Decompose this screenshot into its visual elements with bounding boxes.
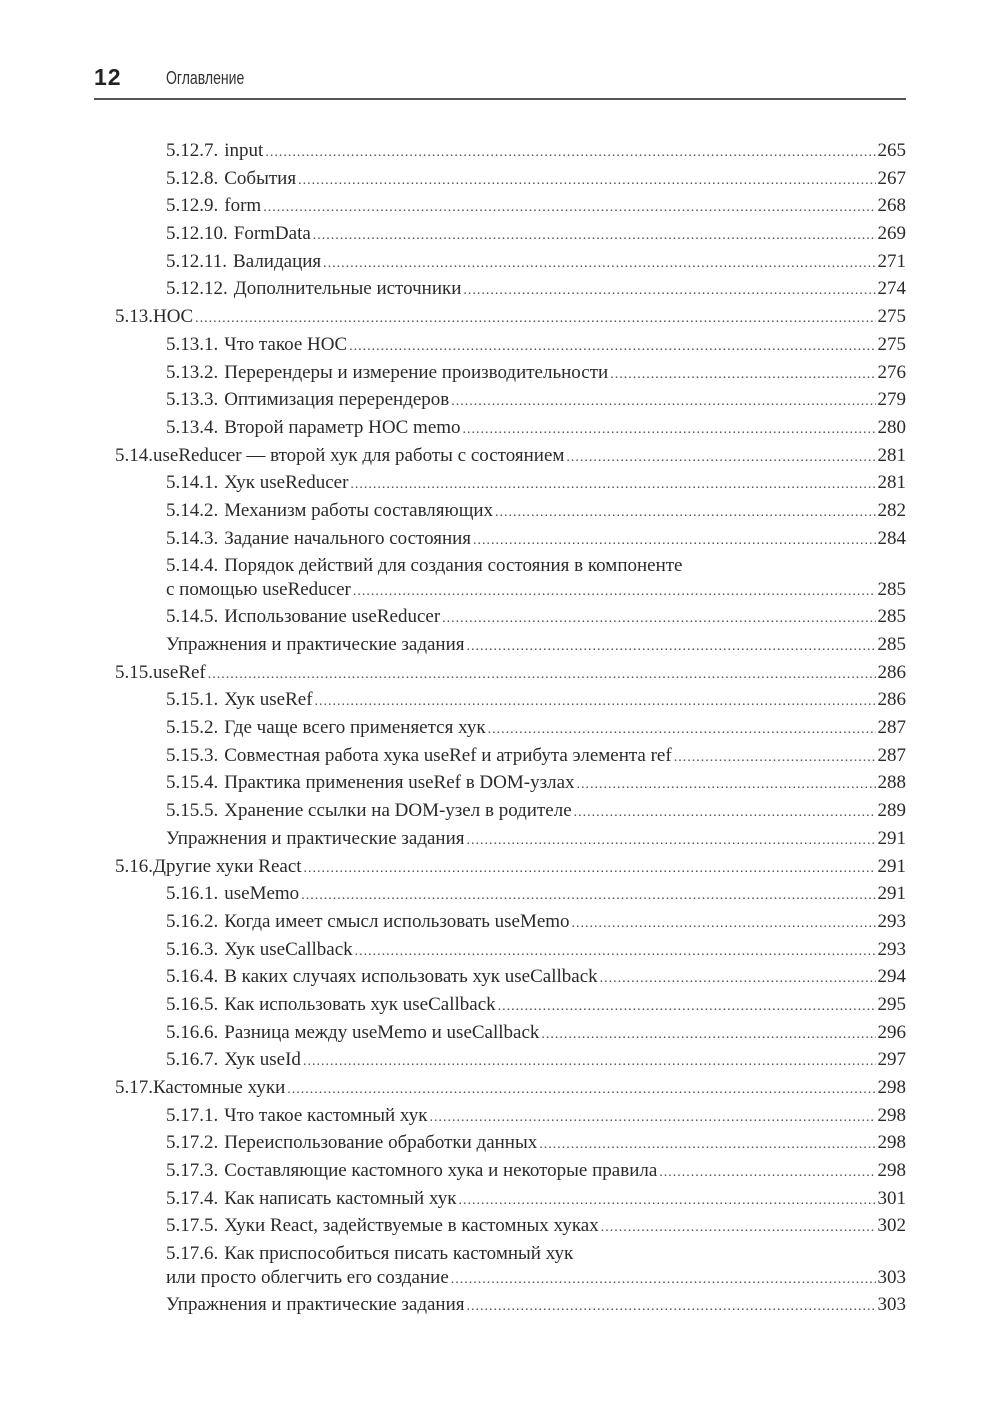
toc-page-number: 287 — [877, 717, 906, 739]
toc-entry-line — [166, 881, 906, 909]
toc-entry-title: Хук useReducer — [224, 472, 349, 494]
toc-dot-leader — [442, 606, 875, 632]
toc-page-number: 287 — [877, 744, 906, 766]
toc-entry-title: Переиспользование обработки данных — [224, 1132, 538, 1154]
toc-page-number: 265 — [877, 140, 906, 161]
toc-section-row — [0, 660, 1002, 688]
table-of-contents — [0, 138, 1002, 1320]
toc-dot-leader — [566, 445, 875, 471]
toc-subsection-row — [0, 249, 1002, 277]
toc-subsection-row — [0, 166, 1002, 194]
toc-subsection-row — [0, 770, 1002, 798]
toc-entry-title: HOC — [153, 306, 194, 328]
toc-entry-title-continued: или просто облегчить его создание — [166, 1267, 449, 1289]
running-header-title: Оглавление — [166, 68, 245, 88]
toc-entry-title: Другие хуки React — [153, 855, 302, 877]
toc-entry-title: Упражнения и практические задания — [166, 1294, 465, 1316]
toc-entry-number: 5.14.2. — [166, 499, 219, 521]
toc-dot-leader — [304, 856, 876, 882]
toc-entry-line — [166, 166, 906, 194]
toc-dot-leader — [298, 168, 875, 194]
toc-subsection-row — [0, 387, 1002, 415]
toc-entry-title: В каких случаях использовать хук useCallback — [224, 966, 598, 988]
toc-entry-line — [166, 1020, 906, 1048]
toc-entry-line — [166, 715, 906, 743]
toc-dot-leader — [315, 689, 876, 715]
toc-page-number: 301 — [877, 1187, 906, 1209]
toc-entry-line — [166, 553, 906, 579]
toc-entry-title: События — [224, 167, 297, 189]
toc-subsection-row — [0, 826, 1002, 854]
toc-entry-number: 5.17.3. — [166, 1160, 219, 1182]
toc-entry-title: useRef — [153, 661, 206, 683]
toc-entry-line — [115, 443, 906, 471]
toc-entry-line — [166, 221, 906, 249]
toc-entry-title: Упражнения и практические задания — [166, 827, 465, 849]
toc-entry-title: Совместная работа хука useRef и атрибута элемента ref — [224, 744, 672, 766]
toc-dot-leader — [601, 1215, 876, 1241]
toc-entry-line-continued — [166, 577, 906, 605]
toc-dot-leader — [539, 1132, 875, 1158]
toc-subsection-row — [0, 743, 1002, 771]
toc-dot-leader — [323, 251, 875, 277]
toc-page-number: 269 — [877, 223, 906, 245]
toc-section-row — [0, 1075, 1002, 1103]
toc-subsection-row — [0, 909, 1002, 937]
toc-page-number: 281 — [877, 444, 906, 466]
toc-subsection-row — [0, 992, 1002, 1020]
toc-dot-leader — [467, 634, 876, 660]
toc-subsection-row — [0, 632, 1002, 660]
toc-page-number: 268 — [877, 195, 906, 217]
toc-entry-number: 5.13.1. — [166, 333, 219, 355]
toc-subsection-row — [0, 798, 1002, 826]
toc-entry-line — [166, 526, 906, 554]
toc-entry-number: 5.12.9. — [166, 195, 219, 217]
toc-entry-line — [166, 249, 906, 277]
toc-entry-title: form — [224, 195, 262, 217]
toc-dot-leader — [463, 417, 876, 443]
toc-entry-number: 5.14.1. — [166, 472, 219, 494]
toc-dot-leader — [659, 1160, 875, 1186]
toc-subsection-row — [0, 1158, 1002, 1186]
toc-dot-leader — [313, 223, 876, 249]
toc-entry-line-continued — [166, 1265, 906, 1293]
toc-entry-title: Хук useRef — [224, 689, 313, 711]
toc-dot-leader — [541, 1022, 875, 1048]
toc-subsection-row — [0, 221, 1002, 249]
toc-dot-leader — [208, 662, 876, 688]
toc-entry-title: Когда имеет смысл использовать useMemo — [224, 910, 570, 932]
toc-entry-title: Перерендеры и измерение производительности — [224, 361, 609, 383]
toc-entry-line — [115, 660, 906, 688]
toc-dot-leader — [349, 334, 875, 360]
toc-subsection-row — [0, 526, 1002, 554]
toc-dot-leader — [467, 828, 876, 854]
toc-entry-title: Порядок действий для создания состояния в компоненте — [224, 555, 683, 577]
toc-dot-leader — [463, 278, 875, 304]
toc-entry-title: Как приспособиться писать кастомный хук — [224, 1243, 574, 1265]
toc-entry-title: Что такое кастомный хук — [224, 1104, 428, 1126]
toc-entry-number: 5.15.5. — [166, 800, 219, 822]
toc-page-number: 286 — [877, 661, 906, 683]
toc-dot-leader — [451, 389, 875, 415]
toc-entry-line — [166, 770, 906, 798]
toc-entry-number: 5.13.4. — [166, 416, 219, 438]
toc-page-number: 293 — [877, 910, 906, 932]
toc-page-number: 293 — [877, 938, 906, 960]
toc-page-number: 284 — [877, 527, 906, 549]
toc-subsection-row — [0, 687, 1002, 715]
toc-page-number: 295 — [877, 993, 906, 1015]
toc-dot-leader — [572, 911, 876, 937]
toc-entry-number: 5.16.4. — [166, 966, 219, 988]
toc-subsection-row — [0, 470, 1002, 498]
toc-entry-number: 5.16.1. — [166, 883, 219, 905]
toc-entry-line — [166, 387, 906, 415]
toc-entry-number: 5.16.2. — [166, 910, 219, 932]
toc-page-number: 298 — [877, 1104, 906, 1126]
toc-entry-line — [166, 604, 906, 632]
toc-subsection-row — [0, 276, 1002, 304]
toc-page-number: 298 — [877, 1077, 906, 1098]
toc-page-number: 291 — [877, 827, 906, 849]
toc-entry-line — [166, 470, 906, 498]
toc-page-number: 286 — [877, 689, 906, 711]
toc-subsection-row — [0, 1047, 1002, 1075]
toc-entry-number: 5.14. — [115, 444, 153, 466]
toc-page-number: 296 — [877, 1021, 906, 1043]
toc-dot-leader — [287, 1077, 875, 1103]
toc-dot-leader — [473, 528, 875, 554]
toc-entry-title: Хук useId — [224, 1049, 301, 1071]
toc-entry-line — [166, 498, 906, 526]
toc-entry-title-continued: с помощью useReducer — [166, 579, 351, 601]
toc-entry-line — [166, 687, 906, 715]
toc-subsection-row — [0, 1103, 1002, 1131]
toc-entry-number: 5.17.2. — [166, 1132, 219, 1154]
toc-entry-number: 5.17.4. — [166, 1187, 219, 1209]
toc-entry-number: 5.13.3. — [166, 389, 219, 411]
toc-dot-leader — [303, 1049, 876, 1075]
toc-entry-title: Использование useReducer — [224, 606, 441, 628]
toc-page-number: 291 — [877, 855, 906, 877]
page-number: 12 — [94, 64, 122, 90]
toc-entry-title: Хук useCallback — [224, 938, 353, 960]
toc-entry-line — [166, 798, 906, 826]
toc-subsection-row — [0, 604, 1002, 632]
toc-entry-line — [166, 415, 906, 443]
toc-entry-title: Хуки React, задействуемые в кастомных хуках — [224, 1215, 599, 1237]
toc-dot-leader — [574, 800, 876, 826]
toc-subsection-row — [0, 193, 1002, 221]
toc-entry-title: Где чаще всего применяется хук — [224, 717, 486, 739]
toc-page-number: 303 — [877, 1267, 906, 1289]
toc-page-number: 285 — [877, 634, 906, 655]
toc-entry-title: Как написать кастомный хук — [224, 1187, 457, 1209]
toc-dot-leader — [451, 1267, 876, 1293]
toc-entry-line — [166, 992, 906, 1020]
toc-subsection-row — [0, 415, 1002, 443]
toc-entry-title: Разница между useMemo и useCallback — [224, 1021, 540, 1043]
toc-entry-title: Дополнительные источники — [233, 278, 462, 300]
toc-dot-leader — [610, 362, 875, 388]
toc-entry-line — [166, 1241, 906, 1267]
toc-entry-number: 5.12.8. — [166, 167, 219, 189]
toc-entry-title: Практика применения useRef в DOM-узлах — [224, 772, 575, 794]
toc-page-number: 275 — [877, 306, 906, 328]
toc-dot-leader — [488, 717, 876, 743]
toc-dot-leader — [195, 306, 875, 332]
toc-page-number: 267 — [877, 167, 906, 189]
toc-entry-line — [166, 1103, 906, 1131]
toc-entry-number: 5.12.10. — [166, 223, 228, 245]
toc-subsection-row — [0, 715, 1002, 743]
toc-entry-line — [166, 1213, 906, 1241]
toc-dot-leader — [577, 772, 876, 798]
toc-subsection-row — [0, 1241, 1002, 1292]
toc-dot-leader — [467, 1294, 876, 1320]
toc-dot-leader — [263, 195, 875, 221]
toc-subsection-row — [0, 881, 1002, 909]
toc-entry-line — [166, 276, 906, 304]
toc-entry-number: 5.17.5. — [166, 1215, 219, 1237]
toc-dot-leader — [674, 745, 876, 771]
toc-dot-leader — [495, 500, 875, 526]
toc-page-number: 281 — [877, 472, 906, 494]
toc-subsection-row — [0, 1020, 1002, 1048]
toc-page-number: 282 — [877, 499, 906, 521]
toc-page-number: 298 — [877, 1132, 906, 1154]
toc-section-row — [0, 443, 1002, 471]
toc-page-number: 280 — [877, 416, 906, 438]
toc-dot-leader — [265, 140, 875, 166]
toc-dot-leader — [355, 939, 876, 965]
toc-page-number: 275 — [877, 333, 906, 355]
header-divider — [94, 98, 906, 100]
toc-dot-leader — [350, 472, 875, 498]
toc-page-number: 291 — [877, 883, 906, 905]
toc-entry-line — [166, 193, 906, 221]
toc-section-row — [0, 854, 1002, 882]
toc-entry-number: 5.17.1. — [166, 1104, 219, 1126]
toc-page-number: 302 — [877, 1215, 906, 1237]
toc-subsection-row — [0, 498, 1002, 526]
toc-page-number: 294 — [877, 966, 906, 988]
toc-entry-title: Хранение ссылки на DOM-узел в родителе — [224, 800, 572, 822]
toc-page-number: 297 — [877, 1049, 906, 1071]
toc-entry-title: FormData — [233, 223, 311, 245]
toc-entry-number: 5.13.2. — [166, 361, 219, 383]
toc-page-number: 285 — [877, 579, 906, 601]
toc-entry-number: 5.16.6. — [166, 1021, 219, 1043]
toc-entry-line — [166, 632, 906, 660]
toc-entry-title: Составляющие кастомного хука и некоторые правила — [224, 1160, 658, 1182]
toc-entry-number: 5.17. — [115, 1077, 153, 1098]
toc-page-number: 289 — [877, 800, 906, 822]
toc-entry-number: 5.16. — [115, 855, 153, 877]
toc-subsection-row — [0, 360, 1002, 388]
toc-entry-line — [166, 332, 906, 360]
toc-entry-title: Валидация — [233, 250, 322, 272]
toc-section-row — [0, 304, 1002, 332]
toc-dot-leader — [498, 994, 876, 1020]
toc-entry-title: Что такое HOC — [224, 333, 348, 355]
toc-entry-number: 5.12.7. — [166, 140, 219, 161]
toc-subsection-row — [0, 964, 1002, 992]
toc-page-number: 285 — [877, 606, 906, 628]
toc-subsection-row — [0, 1186, 1002, 1214]
toc-entry-number: 5.15. — [115, 661, 153, 683]
toc-entry-title: Как использовать хук useCallback — [224, 993, 496, 1015]
toc-entry-number: 5.16.7. — [166, 1049, 219, 1071]
toc-subsection-row — [0, 138, 1002, 166]
toc-subsection-row — [0, 553, 1002, 604]
toc-page-number: 288 — [877, 772, 906, 794]
toc-dot-leader — [458, 1188, 875, 1214]
toc-entry-title: Кастомные хуки — [153, 1077, 286, 1098]
toc-subsection-row — [0, 1130, 1002, 1158]
toc-subsection-row — [0, 1213, 1002, 1241]
toc-entry-title: Упражнения и практические задания — [166, 634, 465, 655]
toc-entry-number: 5.16.5. — [166, 993, 219, 1015]
toc-entry-number: 5.15.4. — [166, 772, 219, 794]
toc-entry-line — [166, 360, 906, 388]
toc-entry-number: 5.12.11. — [166, 250, 228, 272]
toc-entry-line — [166, 1158, 906, 1186]
toc-entry-title: useReducer — второй хук для работы с состоянием — [153, 444, 565, 466]
toc-subsection-row — [0, 937, 1002, 965]
toc-page-number: 298 — [877, 1160, 906, 1182]
toc-entry-number: 5.13. — [115, 306, 153, 328]
toc-subsection-row — [0, 1292, 1002, 1320]
toc-entry-line — [115, 304, 906, 332]
toc-entry-line — [166, 937, 906, 965]
toc-entry-title: Оптимизация перерендеров — [224, 389, 450, 411]
toc-entry-line — [166, 1047, 906, 1075]
toc-entry-line — [166, 743, 906, 771]
toc-page-number: 303 — [877, 1294, 906, 1316]
toc-dot-leader — [301, 883, 875, 909]
toc-entry-line — [166, 1130, 906, 1158]
toc-page-number: 276 — [877, 361, 906, 383]
toc-entry-number: 5.17.6. — [166, 1243, 219, 1265]
toc-page-number: 279 — [877, 389, 906, 411]
toc-subsection-row — [0, 332, 1002, 360]
toc-entry-line — [166, 909, 906, 937]
toc-dot-leader — [353, 579, 876, 605]
toc-entry-line — [166, 964, 906, 992]
toc-entry-line — [166, 826, 906, 854]
toc-entry-line — [115, 1075, 906, 1103]
toc-entry-title: Второй параметр HOC memo — [224, 416, 461, 438]
toc-entry-number: 5.14.3. — [166, 527, 219, 549]
toc-entry-number: 5.16.3. — [166, 938, 219, 960]
toc-page-number: 271 — [877, 250, 906, 272]
toc-entry-number: 5.15.3. — [166, 744, 219, 766]
toc-page-number: 274 — [877, 278, 906, 300]
toc-entry-title: Механизм работы составляющих — [224, 499, 494, 521]
toc-entry-number: 5.15.2. — [166, 717, 219, 739]
toc-entry-number: 5.15.1. — [166, 689, 219, 711]
toc-entry-title: Задание начального состояния — [224, 527, 472, 549]
toc-entry-number: 5.12.12. — [166, 278, 228, 300]
toc-entry-number: 5.14.5. — [166, 606, 219, 628]
toc-dot-leader — [429, 1105, 875, 1131]
toc-entry-line — [166, 1292, 906, 1320]
toc-entry-title: useMemo — [224, 883, 300, 905]
toc-entry-number: 5.14.4. — [166, 555, 219, 577]
toc-entry-line — [166, 1186, 906, 1214]
toc-entry-line — [115, 854, 906, 882]
toc-dot-leader — [600, 966, 876, 992]
toc-entry-title: input — [224, 140, 264, 161]
toc-entry-line — [166, 138, 906, 166]
